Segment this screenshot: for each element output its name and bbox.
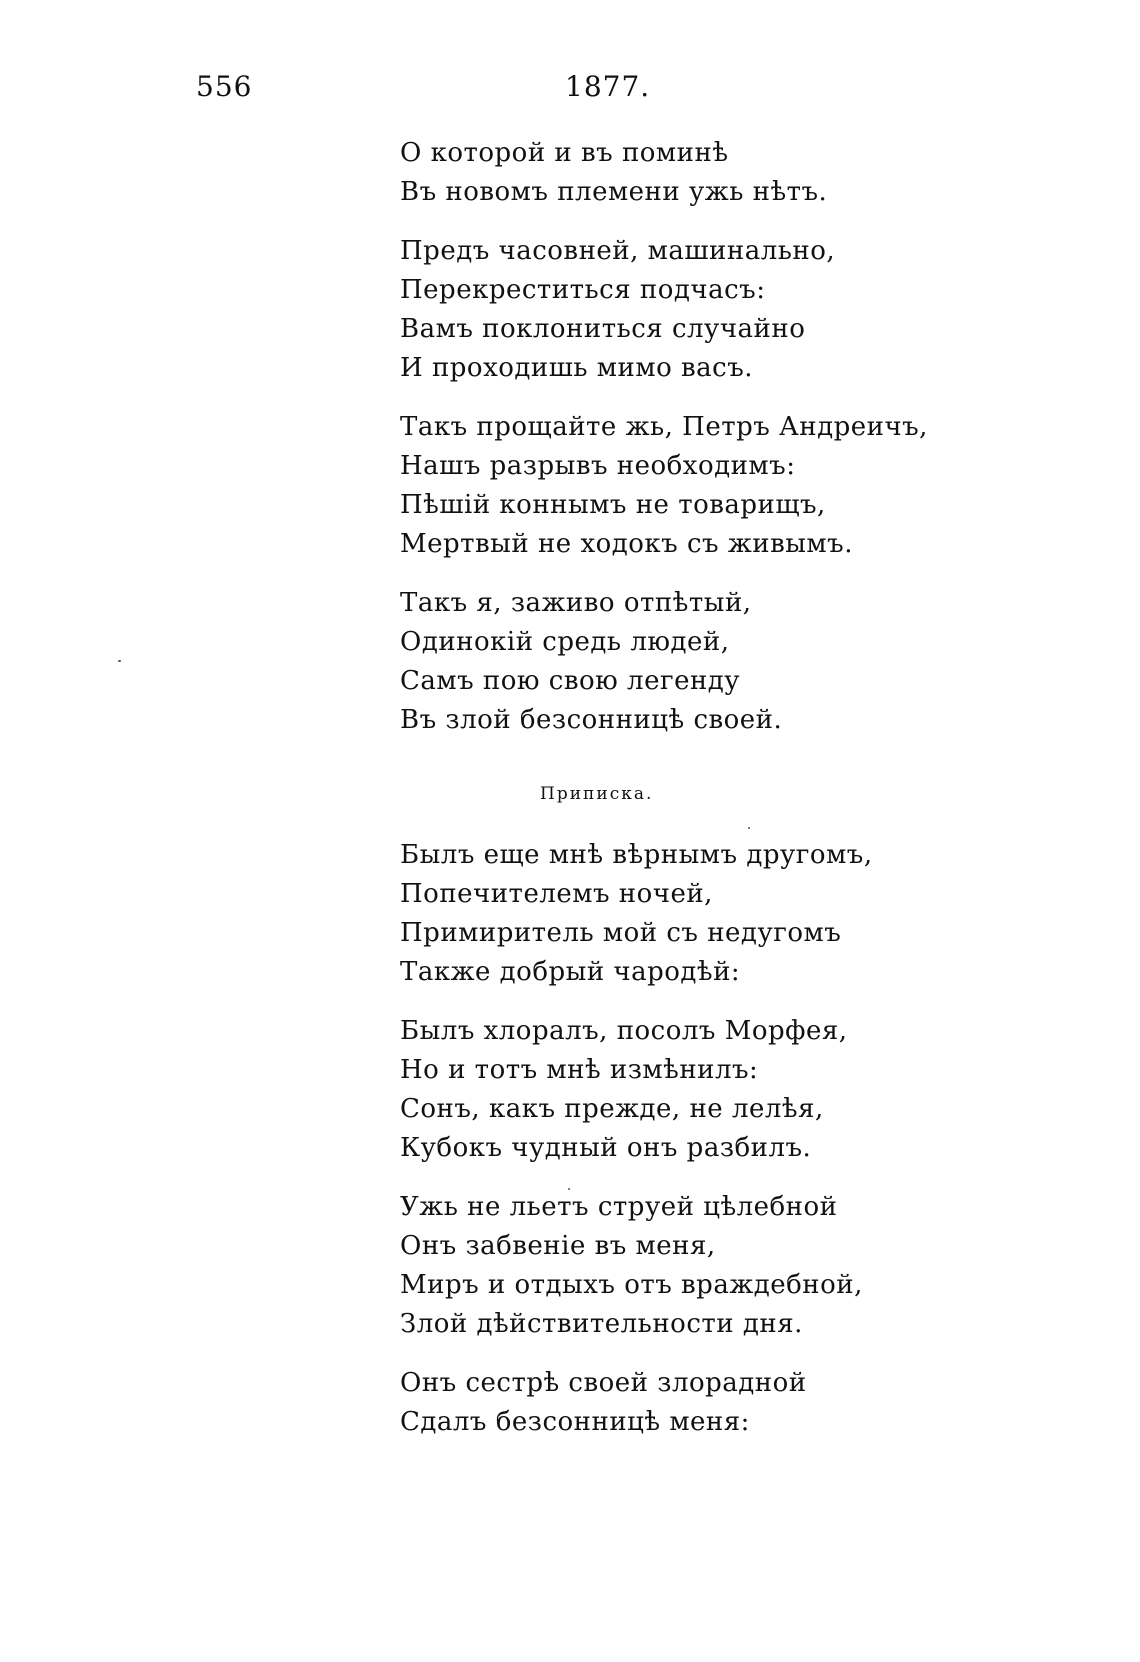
stanza (400, 1364, 1100, 1442)
stanza (400, 232, 1100, 388)
poem-line: Миръ и отдыхъ отъ враждебной, (400, 1270, 863, 1300)
print-speck (118, 660, 121, 662)
poem-body (400, 134, 1100, 1462)
print-speck (748, 827, 750, 829)
poem-line: Также добрый чародѣй: (400, 957, 741, 987)
page-header (0, 70, 1140, 110)
stanza (400, 408, 1100, 564)
poem-line: Одинокій средь людей, (400, 627, 730, 657)
stanza (400, 1012, 1100, 1168)
poem-line: Сдалъ безсонницѣ меня: (400, 1407, 750, 1437)
poem-line: И проходишь мимо васъ. (400, 353, 754, 383)
poem-line: Самъ пою свою легенду (400, 666, 741, 696)
poem-part-postscript (400, 836, 1100, 1442)
stanza (400, 1188, 1100, 1344)
poem-line: Мертвый не ходокъ съ живымъ. (400, 529, 853, 559)
poem-line: Онъ сестрѣ своей злорадной (400, 1368, 807, 1398)
poem-line: Перекреститься подчасъ: (400, 275, 766, 305)
poem-line: Примиритель мой съ недугомъ (400, 918, 842, 948)
poem-line: Кубокъ чудный онъ разбилъ. (400, 1133, 812, 1163)
poem-line: Онъ забвеніе въ меня, (400, 1231, 716, 1261)
stanza (400, 584, 1100, 740)
stanza (400, 134, 1100, 212)
poem-line: Былъ хлоралъ, посолъ Морфея, (400, 1016, 848, 1046)
poem-line: Сонъ, какъ прежде, не лелѣя, (400, 1094, 824, 1124)
page-number: 556 (196, 70, 253, 103)
poem-line: Нашъ разрывъ необходимъ: (400, 451, 796, 481)
poem-line: Вамъ поклониться случайно (400, 314, 806, 344)
poem-line: Но и тотъ мнѣ измѣнилъ: (400, 1055, 759, 1085)
poem-line: Попечителемъ ночей, (400, 879, 713, 909)
poem-line: Пѣшій коннымъ не товарищъ, (400, 490, 826, 520)
poem-line: Такъ я, заживо отпѣтый, (400, 588, 752, 618)
poem-line: Злой дѣйствительности дня. (400, 1309, 803, 1339)
poem-part-main (400, 134, 1100, 740)
poem-line: О которой и въ поминѣ (400, 138, 729, 168)
poem-line: Такъ прощайте жь, Петръ Андреичъ, (400, 412, 928, 442)
section-heading: Приписка. (540, 784, 654, 804)
poem-line: Предъ часовней, машинально, (400, 236, 836, 266)
poem-line: Ужь не льетъ струей цѣлебной (400, 1192, 838, 1222)
poem-line: Въ новомъ племени ужь нѣтъ. (400, 177, 828, 207)
print-speck (568, 1188, 570, 1190)
poem-line: Въ злой безсонницѣ своей. (400, 705, 783, 735)
stanza (400, 836, 1100, 992)
poem-line: Былъ еще мнѣ вѣрнымъ другомъ, (400, 840, 873, 870)
running-head-year: 1877. (565, 70, 651, 103)
